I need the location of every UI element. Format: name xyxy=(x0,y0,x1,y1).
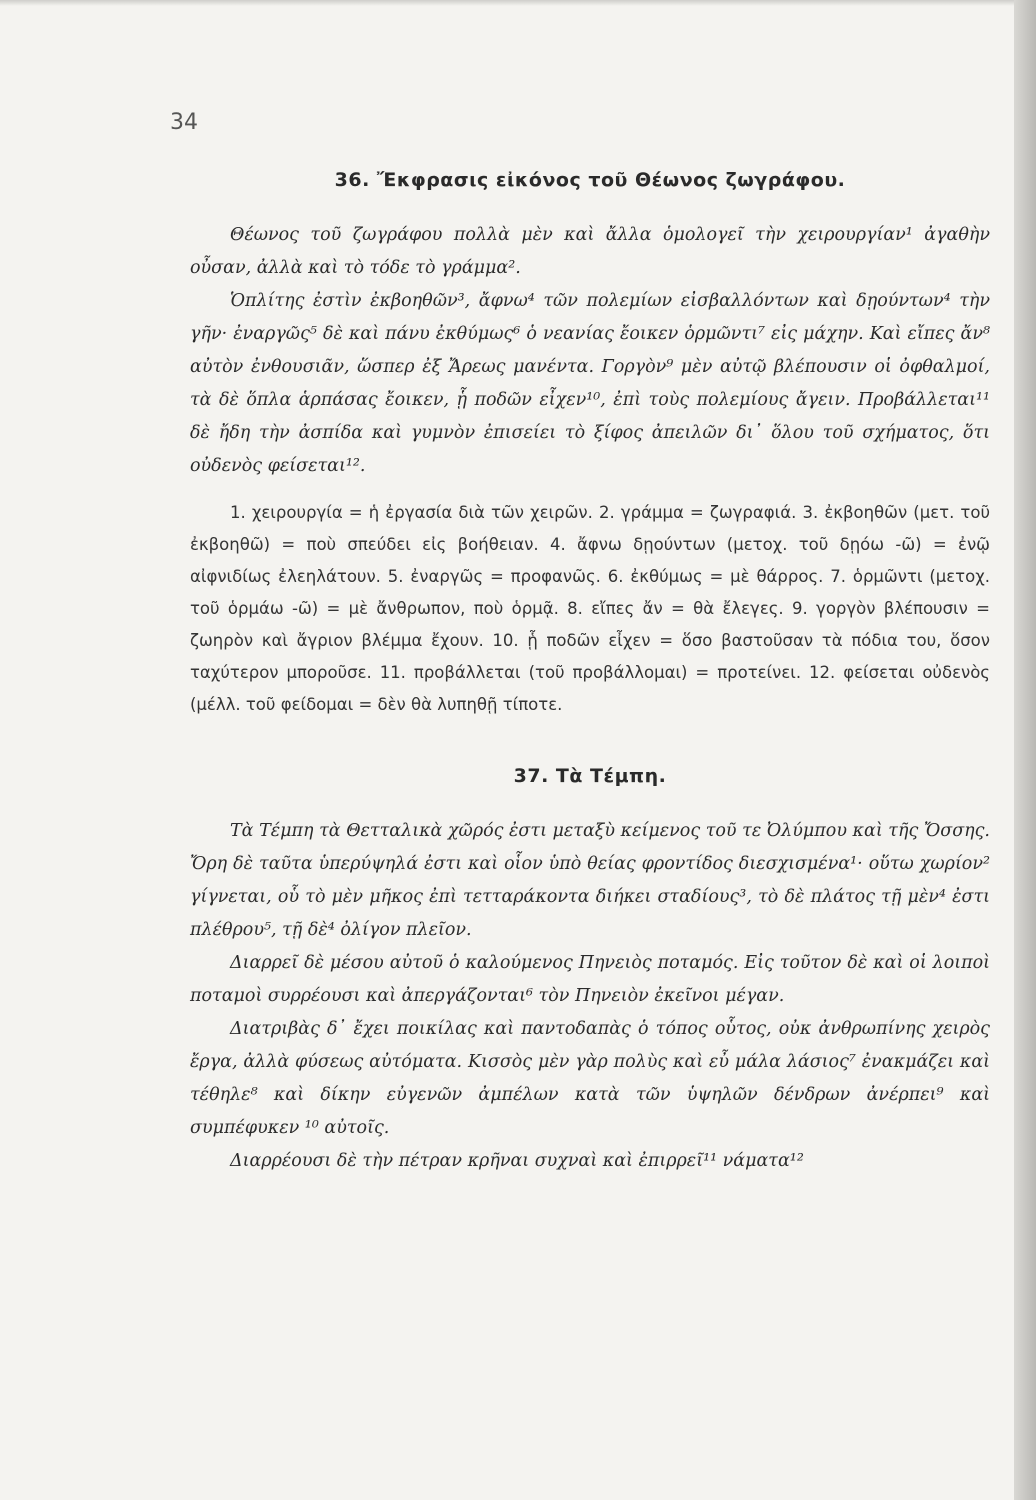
page-top-shadow xyxy=(0,0,1036,6)
section-37-paragraph: Διατριβὰς δ᾽ ἔχει ποικίλας καὶ παντοδαπὰς ὁ τόπος οὗτος, οὐκ ἀνθρωπίνης χειρὸς ἔργα, ἀλλὰ φύσεως αὐτόματα. Κισσὸς μὲν γὰρ πολὺς καὶ εὖ μάλα λάσιος⁷ ἐνακμάζει καὶ τέθηλε⁸ καὶ δίκην εὐγενῶν ἀμπέλων κατὰ τῶν ὑψηλῶν δένδρων ἀνέρπει⁹ καὶ συμπέφυκεν ¹⁰ αὐτοῖς. xyxy=(190,1019,990,1138)
section-37-paragraph: Τὰ Τέμπη τὰ Θετταλικὰ χῶρός ἐστι μεταξὺ κείμενος τοῦ τε Ὀλύμπου καὶ τῆς Ὄσσης. Ὄρη δὲ ταῦτα ὑπερύψηλά ἐστι καὶ οἷον ὑπὸ θείας φροντίδος διεσχισμένα¹· οὕτω χωρίον² γίγνεται, οὗ τὸ μὲν μῆκος ἐπὶ τετταράκοντα διήκει σταδίους³, τὸ δὲ πλάτος τῇ μὲν⁴ ἐστι πλέθρου⁵, τῇ δὲ⁴ ὀλίγον πλεῖον. xyxy=(190,821,990,940)
section-37-title: 37. Τὰ Τέμπη. xyxy=(513,765,667,787)
section-37-paragraph: Διαρρέουσι δὲ τὴν πέτραν κρῆναι συχναὶ καὶ ἐπιρρεῖ¹¹ νάματα¹² xyxy=(230,1151,804,1171)
book-page xyxy=(170,110,990,1178)
section-36-footnotes: 1. χειρουργία = ἡ ἐργασία διὰ τῶν χειρῶν. 2. γράμμα = ζωγραφιά. 3. ἐκβοηθῶν (μετ. τοῦ ἐκβοηθῶ) = ποὺ σπεύδει εἰς βοήθειαν. 4. ἄφνω δῃούντων (μετοχ. τοῦ δῃόω -ῶ) = ἐνῷ αἰφνιδίως ἐλεηλάτουν. 5. ἐναργῶς = προφανῶς. 6. ἐκθύμως = μὲ θάρρος. 7. ὁρμῶντι (μετοχ. τοῦ ὁρμάω -ῶ) = μὲ ἄνθρωπον, ποὺ ὁρμᾷ. 8. εἴπες ἄν = θὰ ἔλεγες. 9. γοργὸν βλέπουσιν = ζωηρὸν καὶ ἄγριον βλέμμα ἔχουν. 10. ᾗ ποδῶν εἶχεν = ὅσο βαστοῦσαν τὰ πόδια του, ὅσον ταχύτερον μποροῦσε. 11. προβάλλεται (τοῦ προβάλλομαι) = προτείνει. 12. φείσεται οὐδενὸς (μέλλ. τοῦ φείδομαι = δὲν θὰ λυπηθῇ τίποτε. xyxy=(190,503,990,714)
page-right-edge xyxy=(1014,0,1036,1500)
section-36-paragraph: Ὁπλίτης ἐστὶν ἐκβοηθῶν³, ἄφνω⁴ τῶν πολεμίων εἰσβαλλόντων καὶ δῃούντων⁴ τὴν γῆν· ἐναργῶς⁵ δὲ καὶ πάνυ ἐκθύμως⁶ ὁ νεανίας ἔοικεν ὁρμῶντι⁷ εἰς μάχην. Καὶ εἴπες ἄν⁸ αὐτὸν ἐνθουσιᾶν, ὥσπερ ἐξ Ἄρεως μανέντα. Γοργὸν⁹ μὲν αὐτῷ βλέπουσιν οἱ ὀφθαλμοί, τὰ δὲ ὅπλα ἁρπάσας ἔοικεν, ᾗ ποδῶν εἶχεν¹⁰, ἐπὶ τοὺς πολεμίους ἄγειν. Προβάλλεται¹¹ δὲ ἤδη τὴν ἀσπίδα καὶ γυμνὸν ἐπισείει τὸ ξίφος ἀπειλῶν δι᾽ ὅλου τοῦ σχήματος, ὅτι οὐδενὸς φείσεται¹². xyxy=(190,291,990,476)
section-36-title: 36. Ἔκφρασις εἰκόνος τοῦ Θέωνος ζωγράφου. xyxy=(334,169,846,191)
page-number: 34 xyxy=(170,110,198,135)
section-37-paragraph: Διαρρεῖ δὲ μέσου αὐτοῦ ὁ καλούμενος Πηνειὸς ποταμός. Εἰς τοῦτον δὲ καὶ οἱ λοιποὶ ποταμοὶ συρρέουσι καὶ ἀπεργάζονται⁶ τὸν Πηνειὸν ἐκεῖνοι μέγαν. xyxy=(190,953,990,1006)
section-36-paragraph: Θέωνος τοῦ ζωγράφου πολλὰ μὲν καὶ ἄλλα ὁμολογεῖ τὴν χειρουργίαν¹ ἀγαθὴν οὖσαν, ἀλλὰ καὶ τὸ τόδε τὸ γράμμα². xyxy=(190,225,990,278)
